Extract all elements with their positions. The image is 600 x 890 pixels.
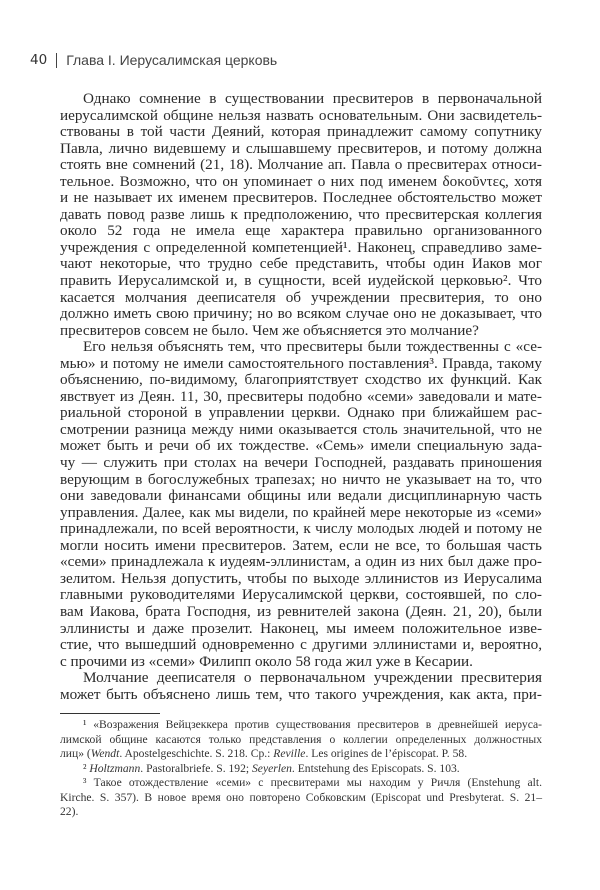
text-line: должно иметь свою причину; но во всяком случае оно не доказывает, что <box>60 305 542 323</box>
text-line: управления. Далее, как мы видели, по крайней мере некоторые из «семи» <box>60 503 542 521</box>
author-name: Wendt <box>90 747 120 760</box>
text-line: и не называет их именем пресвитеров. Последнее обстоятельство может <box>60 189 542 207</box>
text-line: с прочими из «семи» Филипп около 58 года жил уже в Кесарии. <box>60 652 473 670</box>
footnote-line <box>60 747 542 762</box>
text-line: чают некоторые, что трудно себе представить, чтобы один Иаков мог <box>60 255 542 273</box>
text-line: касается молчания дееписателя об учреждении пресвитерия, то оно <box>60 288 542 306</box>
footnote-line <box>60 776 542 791</box>
footnote <box>60 776 542 820</box>
footnote-line <box>60 762 542 777</box>
text-line: вам Иакова, брата Господня, из ревнителей закона (Деян. 21, 20), были <box>60 602 542 620</box>
footnote-text: 22). <box>60 805 79 818</box>
text-line: они заведовали финансами общины или ведали дисциплинарную часть <box>60 487 542 505</box>
text-line: верующим в богослужебных трапезах; но ничто не указывает на то, что <box>60 470 542 488</box>
text-line: чу — служить при столах на вечери Господней, раздавать приношения <box>60 454 542 472</box>
footnotes <box>60 718 542 820</box>
text-line: эллинисты и даже прозелит. Наконец, мы имеем положительное изве- <box>60 619 542 637</box>
text-line: около 52 года не имела еще характера правильно организованного <box>60 222 542 240</box>
text-line: принадлежали, по всей вероятности, к числу молодых людей и потому не <box>60 520 542 538</box>
text-line: Павла, лично видевшему и слышавшему пресвитеров, и потому должна <box>60 139 542 157</box>
footnote-text: лимской общине касаются только представления о коллегии определенных должностных <box>60 732 542 746</box>
chapter-title: Глава I. Иерусалимская церковь <box>66 52 278 68</box>
text-line: зелитом. Нельзя допустить, чтобы по выходе эллинистов из Иерусалима <box>60 569 542 587</box>
text-line: мью» и потому не имели самостоятельного поставления³. Правда, такому <box>60 354 542 372</box>
running-header <box>30 52 277 68</box>
text-line: пресвитеров совсем не было. Чем же объясняется это молчание? <box>60 321 479 339</box>
text-line: иерусалимской общине нельзя назвать основательным. Они засвидетель- <box>60 106 542 124</box>
text-line: может быть и речи об их тождестве. «Семь» имели специальную зада- <box>60 437 542 455</box>
footnote-text: Kirche. S. 357). В новое время оно повторено Собковским (Episcopat und Presbyterat. S. 21– <box>60 790 542 804</box>
paragraph <box>60 91 542 339</box>
footnote-text: ¹ «Возражения Вейцзеккера против существования пресвитеров в древнейшей иеруса- <box>83 718 542 731</box>
text-line: стие, что вышедший одновременно с другими эллинистами и, вероятно, <box>60 636 542 654</box>
text-line: явствует из Деян. 11, 30, пресвитеры подобно «семи» заведовали и мате- <box>60 387 542 405</box>
author-name: Holtzmann <box>89 761 141 775</box>
footnote-line <box>60 791 542 806</box>
text-line: стоять вне сомнений (21, 18). Молчание ап. Павла о пресвитерах относи- <box>60 156 542 174</box>
text-line: давать повод разве лишь к предположению, что пресвитерская коллегия <box>60 205 542 223</box>
footnote-line <box>60 805 542 820</box>
footnote-rule <box>60 713 160 714</box>
text-line: объяснению, по-видимому, благоприятствует сходство их функций. Как <box>60 371 542 389</box>
footnote <box>60 762 542 777</box>
text-line: риальной стороной в управлении церкви. Однако при ближайшем рас- <box>60 404 542 422</box>
author-name: Seyerlen <box>252 761 292 775</box>
footnote-text: . Pastoralbriefe. S. 192; <box>140 761 252 775</box>
text-line: Его нельзя объяснять тем, что пресвитеры были тождественны с «се- <box>83 338 542 356</box>
page-number: 40 <box>30 52 48 68</box>
footnote <box>60 718 542 762</box>
text-line: править Иерусалимской и, в сущности, всей иудейской церковью². Что <box>60 272 542 290</box>
paragraph <box>60 339 542 670</box>
text-line: Молчание дееписателя о первоначальном учреждении пресвитерия <box>83 669 542 687</box>
footnote-line <box>60 733 542 748</box>
paragraph <box>60 670 542 703</box>
footnote-line <box>60 718 542 733</box>
footnote-text: лиц» ( <box>60 747 91 760</box>
text-line: учреждения с определенной компетенцией¹. Наконец, справедливо заме- <box>60 238 542 256</box>
footnote-text: . Entstehung des Episcopats. S. 103. <box>291 761 460 775</box>
footnote-text: ³ Такое отождествление «семи» с пресвитерами мы находим у Ричля (Enstehung alt. <box>83 776 542 789</box>
text-line: может быть объяснено лишь тем, что такого учреждения, как акта, при- <box>60 685 542 703</box>
text-line: главными руководителями Иерусалимской церкви, состоявшей, по сло- <box>60 586 542 604</box>
text-line: тельное. Возможно, что он упоминает о них под именем δοκοῦντες, хотя <box>60 172 542 190</box>
footnote-text: ² <box>83 761 90 775</box>
text-line: «семи» принадлежала к иудеям-эллинистам, а один из них был даже про- <box>60 553 542 571</box>
text-line: Однако сомнение в существовании пресвитеров в первоначальной <box>83 90 542 107</box>
text-line: могли носить имени пресвитеров. Затем, если не все, то большая часть <box>60 536 542 554</box>
header-divider <box>56 53 57 68</box>
footnote-text: . Apostelgeschichte. S. 218. Ср.: <box>119 747 274 760</box>
text-line: смотрении разница между ними оказывается столь значительной, что не <box>60 420 542 438</box>
author-name: Reville <box>273 747 306 760</box>
text-line: ствованы в той части Деяний, которая принадлежит самому сопутнику <box>60 123 542 141</box>
footnote-text: . Les origines de l’épiscopat. P. 58. <box>305 747 468 760</box>
body-text <box>60 91 542 703</box>
